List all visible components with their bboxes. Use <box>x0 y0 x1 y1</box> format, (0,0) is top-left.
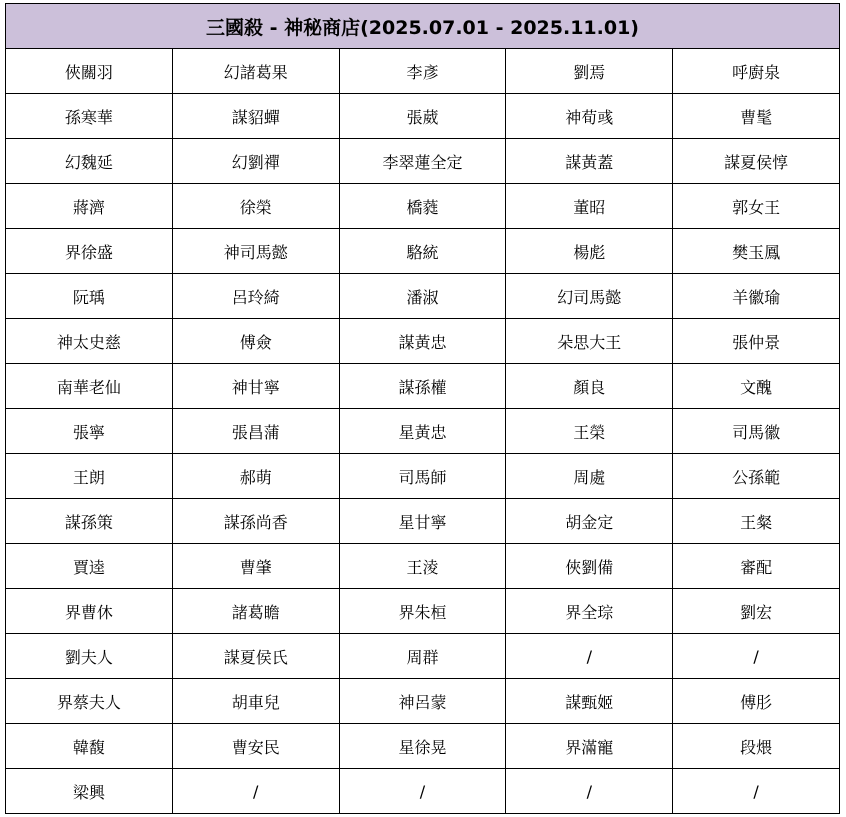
table-cell: / <box>673 769 840 814</box>
table-cell: 星黃忠 <box>339 409 506 454</box>
table-cell: 徐榮 <box>172 184 339 229</box>
table-cell: 幻魏延 <box>6 139 173 184</box>
table-cell: 郭女王 <box>673 184 840 229</box>
table-cell: / <box>339 769 506 814</box>
table-cell: 劉焉 <box>506 49 673 94</box>
table-cell: 謀孫尚香 <box>172 499 339 544</box>
table-row <box>6 589 840 634</box>
table-body <box>6 49 840 814</box>
table-cell: 幻諸葛果 <box>172 49 339 94</box>
table-cell: 神司馬懿 <box>172 229 339 274</box>
table-cell: 潘淑 <box>339 274 506 319</box>
table-cell: 梁興 <box>6 769 173 814</box>
title-row <box>6 4 840 49</box>
table-row <box>6 229 840 274</box>
table-cell: 界滿寵 <box>506 724 673 769</box>
table-row <box>6 184 840 229</box>
table-cell: 司馬師 <box>339 454 506 499</box>
table-cell: 界曹休 <box>6 589 173 634</box>
table-cell: 幻劉禪 <box>172 139 339 184</box>
table-cell: 王朗 <box>6 454 173 499</box>
table-cell: 阮瑀 <box>6 274 173 319</box>
table-row <box>6 544 840 589</box>
table-cell: 界全琮 <box>506 589 673 634</box>
table-cell: 周處 <box>506 454 673 499</box>
table-cell: 謀甄姬 <box>506 679 673 724</box>
table-row <box>6 364 840 409</box>
table-cell: 駱統 <box>339 229 506 274</box>
table-cell: 劉宏 <box>673 589 840 634</box>
table-cell: 羊徽瑜 <box>673 274 840 319</box>
table-cell: 曹肇 <box>172 544 339 589</box>
table-cell: 神甘寧 <box>172 364 339 409</box>
table-cell: 劉夫人 <box>6 634 173 679</box>
table-cell: 南華老仙 <box>6 364 173 409</box>
table-row <box>6 94 840 139</box>
table-cell: 王淩 <box>339 544 506 589</box>
table-cell: 謀黃忠 <box>339 319 506 364</box>
table-cell: / <box>506 769 673 814</box>
table-cell: 曹安民 <box>172 724 339 769</box>
table-cell: 曹髦 <box>673 94 840 139</box>
table-cell: 樊玉鳳 <box>673 229 840 274</box>
table-cell: 郝萌 <box>172 454 339 499</box>
table-cell: 橋蕤 <box>339 184 506 229</box>
table-cell: 賈逵 <box>6 544 173 589</box>
table-cell: / <box>172 769 339 814</box>
table-cell: 星徐晃 <box>339 724 506 769</box>
table-cell: 界朱桓 <box>339 589 506 634</box>
table-cell: 神太史慈 <box>6 319 173 364</box>
table-cell: 俠劉備 <box>506 544 673 589</box>
table-cell: 張葳 <box>339 94 506 139</box>
table-cell: 胡金定 <box>506 499 673 544</box>
table-cell: 王粲 <box>673 499 840 544</box>
table-cell: 文醜 <box>673 364 840 409</box>
table-cell: 顏良 <box>506 364 673 409</box>
table-cell: 段煨 <box>673 724 840 769</box>
table-cell: 張寧 <box>6 409 173 454</box>
table-cell: 張昌蒲 <box>172 409 339 454</box>
table-cell: 蔣濟 <box>6 184 173 229</box>
table-cell: 李翠蓮全定 <box>339 139 506 184</box>
table-cell: 公孫範 <box>673 454 840 499</box>
table-cell: 司馬徽 <box>673 409 840 454</box>
table-title: 三國殺 - 神秘商店(2025.07.01 - 2025.11.01) <box>6 4 840 49</box>
table-cell: 謀夏侯惇 <box>673 139 840 184</box>
table-row <box>6 139 840 184</box>
table-cell: 星甘寧 <box>339 499 506 544</box>
table-row <box>6 679 840 724</box>
table-cell: 呂玲綺 <box>172 274 339 319</box>
table-cell: 周群 <box>339 634 506 679</box>
table-cell: 審配 <box>673 544 840 589</box>
table-cell: 傅肜 <box>673 679 840 724</box>
table-cell: 李彥 <box>339 49 506 94</box>
table-cell: 界徐盛 <box>6 229 173 274</box>
table-cell: 胡車兒 <box>172 679 339 724</box>
table-cell: 謀貂蟬 <box>172 94 339 139</box>
table-cell: 張仲景 <box>673 319 840 364</box>
table-row <box>6 409 840 454</box>
table-cell: 謀黃蓋 <box>506 139 673 184</box>
shop-table-container <box>5 3 840 814</box>
table-row <box>6 634 840 679</box>
table-cell: 王榮 <box>506 409 673 454</box>
table-row <box>6 499 840 544</box>
table-cell: 董昭 <box>506 184 673 229</box>
table-cell: 謀孫權 <box>339 364 506 409</box>
table-cell: / <box>506 634 673 679</box>
table-cell: / <box>673 634 840 679</box>
table-cell: 神呂蒙 <box>339 679 506 724</box>
table-cell: 諸葛瞻 <box>172 589 339 634</box>
table-cell: 韓馥 <box>6 724 173 769</box>
table-row <box>6 769 840 814</box>
table-row <box>6 49 840 94</box>
table-cell: 楊彪 <box>506 229 673 274</box>
shop-table <box>5 3 840 814</box>
table-row <box>6 319 840 364</box>
table-cell: 界蔡夫人 <box>6 679 173 724</box>
table-row <box>6 274 840 319</box>
table-cell: 呼廚泉 <box>673 49 840 94</box>
table-cell: 孫寒華 <box>6 94 173 139</box>
table-row <box>6 724 840 769</box>
table-cell: 謀夏侯氏 <box>172 634 339 679</box>
table-cell: 謀孫策 <box>6 499 173 544</box>
table-cell: 朵思大王 <box>506 319 673 364</box>
table-cell: 傅僉 <box>172 319 339 364</box>
table-row <box>6 454 840 499</box>
table-cell: 幻司馬懿 <box>506 274 673 319</box>
table-cell: 神荀彧 <box>506 94 673 139</box>
table-cell: 俠關羽 <box>6 49 173 94</box>
